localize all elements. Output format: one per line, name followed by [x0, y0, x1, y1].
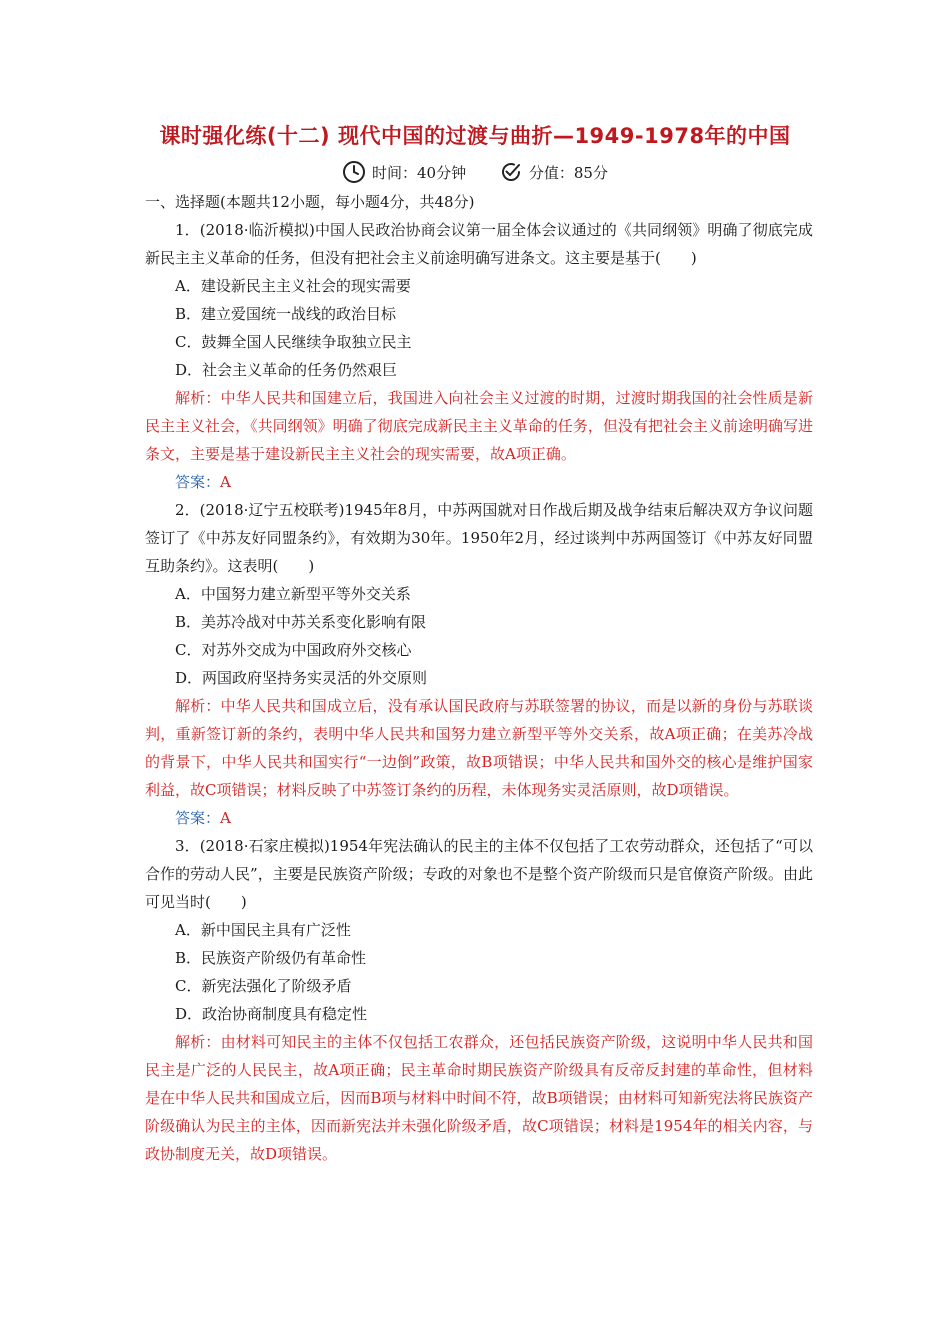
option-c: C．对苏外交成为中国政府外交核心 [175, 641, 412, 659]
time-label: 时间：40分钟 [372, 163, 467, 182]
answer-line [175, 804, 813, 832]
analysis-text: 解析：中华人民共和国建立后，我国进入向社会主义过渡的时期，过渡时期我国的社会性质是新民主主义社会，《共同纲领》明确了彻底完成新民主主义革命的任务，但没有把社会主义前途明确写进条文，主要是基于建设新民主主义社会的现实需要，故A项正确。 [145, 389, 813, 463]
question-3 [145, 832, 813, 1168]
option-d: D．两国政府坚持务实灵活的外交原则 [175, 669, 428, 687]
analysis-text: 解析：中华人民共和国成立后，没有承认国民政府与苏联签署的协议，而是以新的身份与苏联谈判，重新签订新的条约，表明中华人民共和国努力建立新型平等外交关系，故A项正确；在美苏冷战的背景下，中华人民共和国实行“一边倒”政策，故B项错误；中华人民共和国外交的核心是维护国家利益，故C项错误；材料反映了中苏签订条约的历程，未体现务实灵活原则，故D项错误。 [145, 697, 813, 799]
question-stem: 2．(2018·辽宁五校联考)1945年8月，中苏两国就对日作战后期及战争结束后解决双方争议问题签订了《中苏友好同盟条约》，有效期为30年。1950年2月，经过谈判中苏两国签订《中苏友好同盟互助条约》。这表明( ) [145, 501, 813, 575]
question-stem: 3．(2018·石家庄模拟)1954年宪法确认的民主的主体不仅包括了工农劳动群众，还包括了“可以合作的劳动人民”，主要是民族资产阶级；专政的对象也不是整个资产阶级而只是官僚资产阶级。由此可见当时( ) [145, 837, 813, 911]
answer-value: A [220, 809, 231, 827]
score-info [499, 160, 608, 184]
option-c: C．新宪法强化了阶级矛盾 [175, 977, 352, 995]
option-a: A．中国努力建立新型平等外交关系 [175, 585, 411, 603]
answer-label: 答案： [175, 473, 221, 491]
option-b: B．建立爱国统一战线的政治目标 [175, 305, 397, 323]
answer-value: A [220, 473, 231, 491]
exam-meta [0, 160, 950, 188]
clock-icon [342, 160, 366, 184]
option-b: B．美苏冷战对中苏关系变化影响有限 [175, 613, 427, 631]
question-2 [145, 496, 813, 832]
option-a: A．建设新民主主义社会的现实需要 [175, 277, 411, 295]
document-body [145, 188, 813, 1168]
answer-label: 答案： [175, 809, 221, 827]
option-d: D．社会主义革命的任务仍然艰巨 [175, 361, 398, 379]
option-a: A．新中国民主具有广泛性 [175, 921, 351, 939]
document-title: 课时强化练(十二) 现代中国的过渡与曲折—1949-1978年的中国 [159, 124, 791, 148]
question-1 [145, 216, 813, 496]
score-label: 分值：85分 [528, 163, 608, 182]
option-c: C．鼓舞全国人民继续争取独立民主 [175, 333, 412, 351]
question-stem: 1．(2018·临沂模拟)中国人民政治协商会议第一届全体会议通过的《共同纲领》明确了彻底完成新民主主义革命的任务，但没有把社会主义前途明确写进条文。这主要是基于( ) [145, 221, 813, 267]
answer-line [175, 468, 813, 496]
time-info [342, 160, 466, 184]
analysis-text: 解析：由材料可知民主的主体不仅包括工农群众，还包括民族资产阶级，这说明中华人民共和国民主是广泛的人民民主，故A项正确；民主革命时期民族资产阶级具有反帝反封建的革命性，但材料是在中华人民共和国成立后，因而B项与材料中时间不符，故B项错误；由材料可知新宪法将民族资产阶级确认为民主的主体，因而新宪法并未强化阶级矛盾，故C项错误；材料是1954年的相关内容，与政协制度无关，故D项错误。 [145, 1033, 813, 1163]
section-heading: 一、选择题(本题共12小题，每小题4分，共48分) [145, 193, 475, 211]
option-d: D．政治协商制度具有稳定性 [175, 1005, 368, 1023]
checkmark-circle-icon [499, 160, 523, 184]
option-b: B．民族资产阶级仍有革命性 [175, 949, 367, 967]
